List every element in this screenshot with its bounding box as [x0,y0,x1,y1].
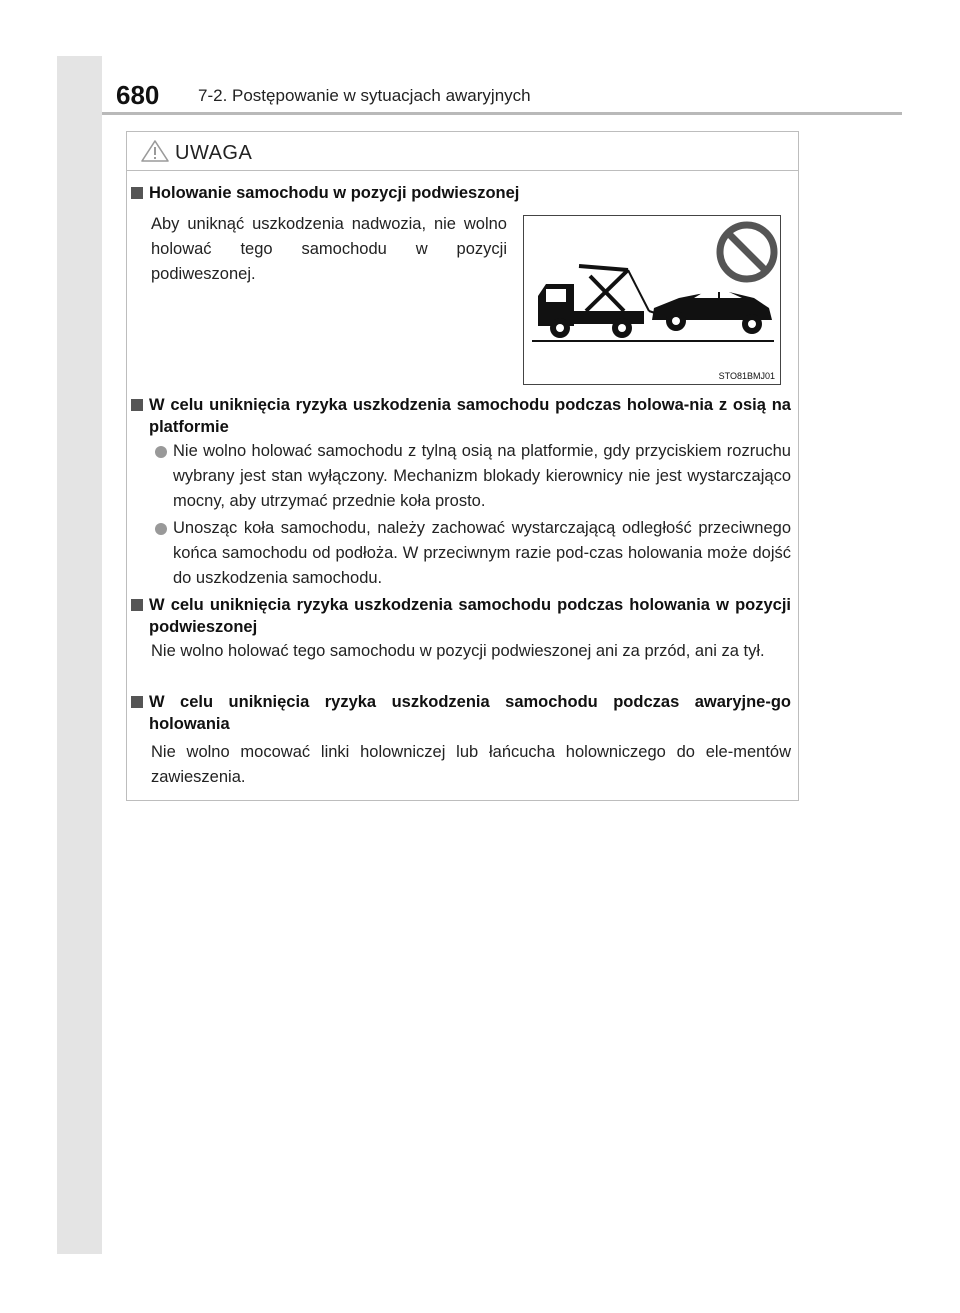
section-heading: W celu uniknięcia ryzyka uszkodzenia samochodu podczas holowa-nia z osią na platformie [149,396,791,436]
section-text: Aby uniknąć uszkodzenia nadwozia, nie wolno holować tego samochodu w pozycji podiweszonej. [151,215,507,283]
warning-label: UWAGA [175,142,253,164]
section-square-marker [131,399,143,411]
bullet-dot [155,446,167,458]
tow-truck-illustration [524,216,780,384]
bullet-text: Nie wolno holować samochodu z tylną osią na platformie, gdy przyciskiem rozruchu wybrany jest stan wyłączony. Mechanizm blokady kierownicy nie jest wystarczająco mocny, aby utrzymać przednie koła prosto. [173,442,791,510]
section-title: 7-2. Postępowanie w sytuacjach awaryjnych [198,86,531,105]
page-header [102,76,902,115]
section-heading: W celu uniknięcia ryzyka uszkodzenia samochodu podczas awaryjne-go holowania [149,693,791,733]
warning-header [127,132,798,171]
page-number: 680 [116,80,160,110]
warning-box [126,131,799,801]
prohibition-icon [720,225,774,279]
page-side-strip [57,56,102,1254]
bullet-dot [155,523,167,535]
section-text: Nie wolno mocować linki holowniczej lub łańcucha holowniczego do ele-mentów zawieszenia. [151,743,791,786]
bullet-text: Unosząc koła samochodu, należy zachować wystarczającą odległość przeciwnego końca samochodu od podłoża. W przeciwnym razie pod-czas holowania może dojść do uszkodzenia samochodu. [173,519,791,587]
section-square-marker [131,599,143,611]
section-text: Nie wolno holować tego samochodu w pozycji podwieszonej ani za przód, ani za tył. [151,642,765,660]
section-square-marker [131,187,143,199]
section-square-marker [131,696,143,708]
section-heading: Holowanie samochodu w pozycji podwieszonej [149,184,520,202]
section-heading: W celu uniknięcia ryzyka uszkodzenia samochodu podczas holowania w pozycji podwieszonej [149,596,791,636]
towing-prohibited-figure [523,215,781,385]
warning-triangle-icon [140,139,170,163]
figure-code: STO81BMJ01 [718,371,775,381]
